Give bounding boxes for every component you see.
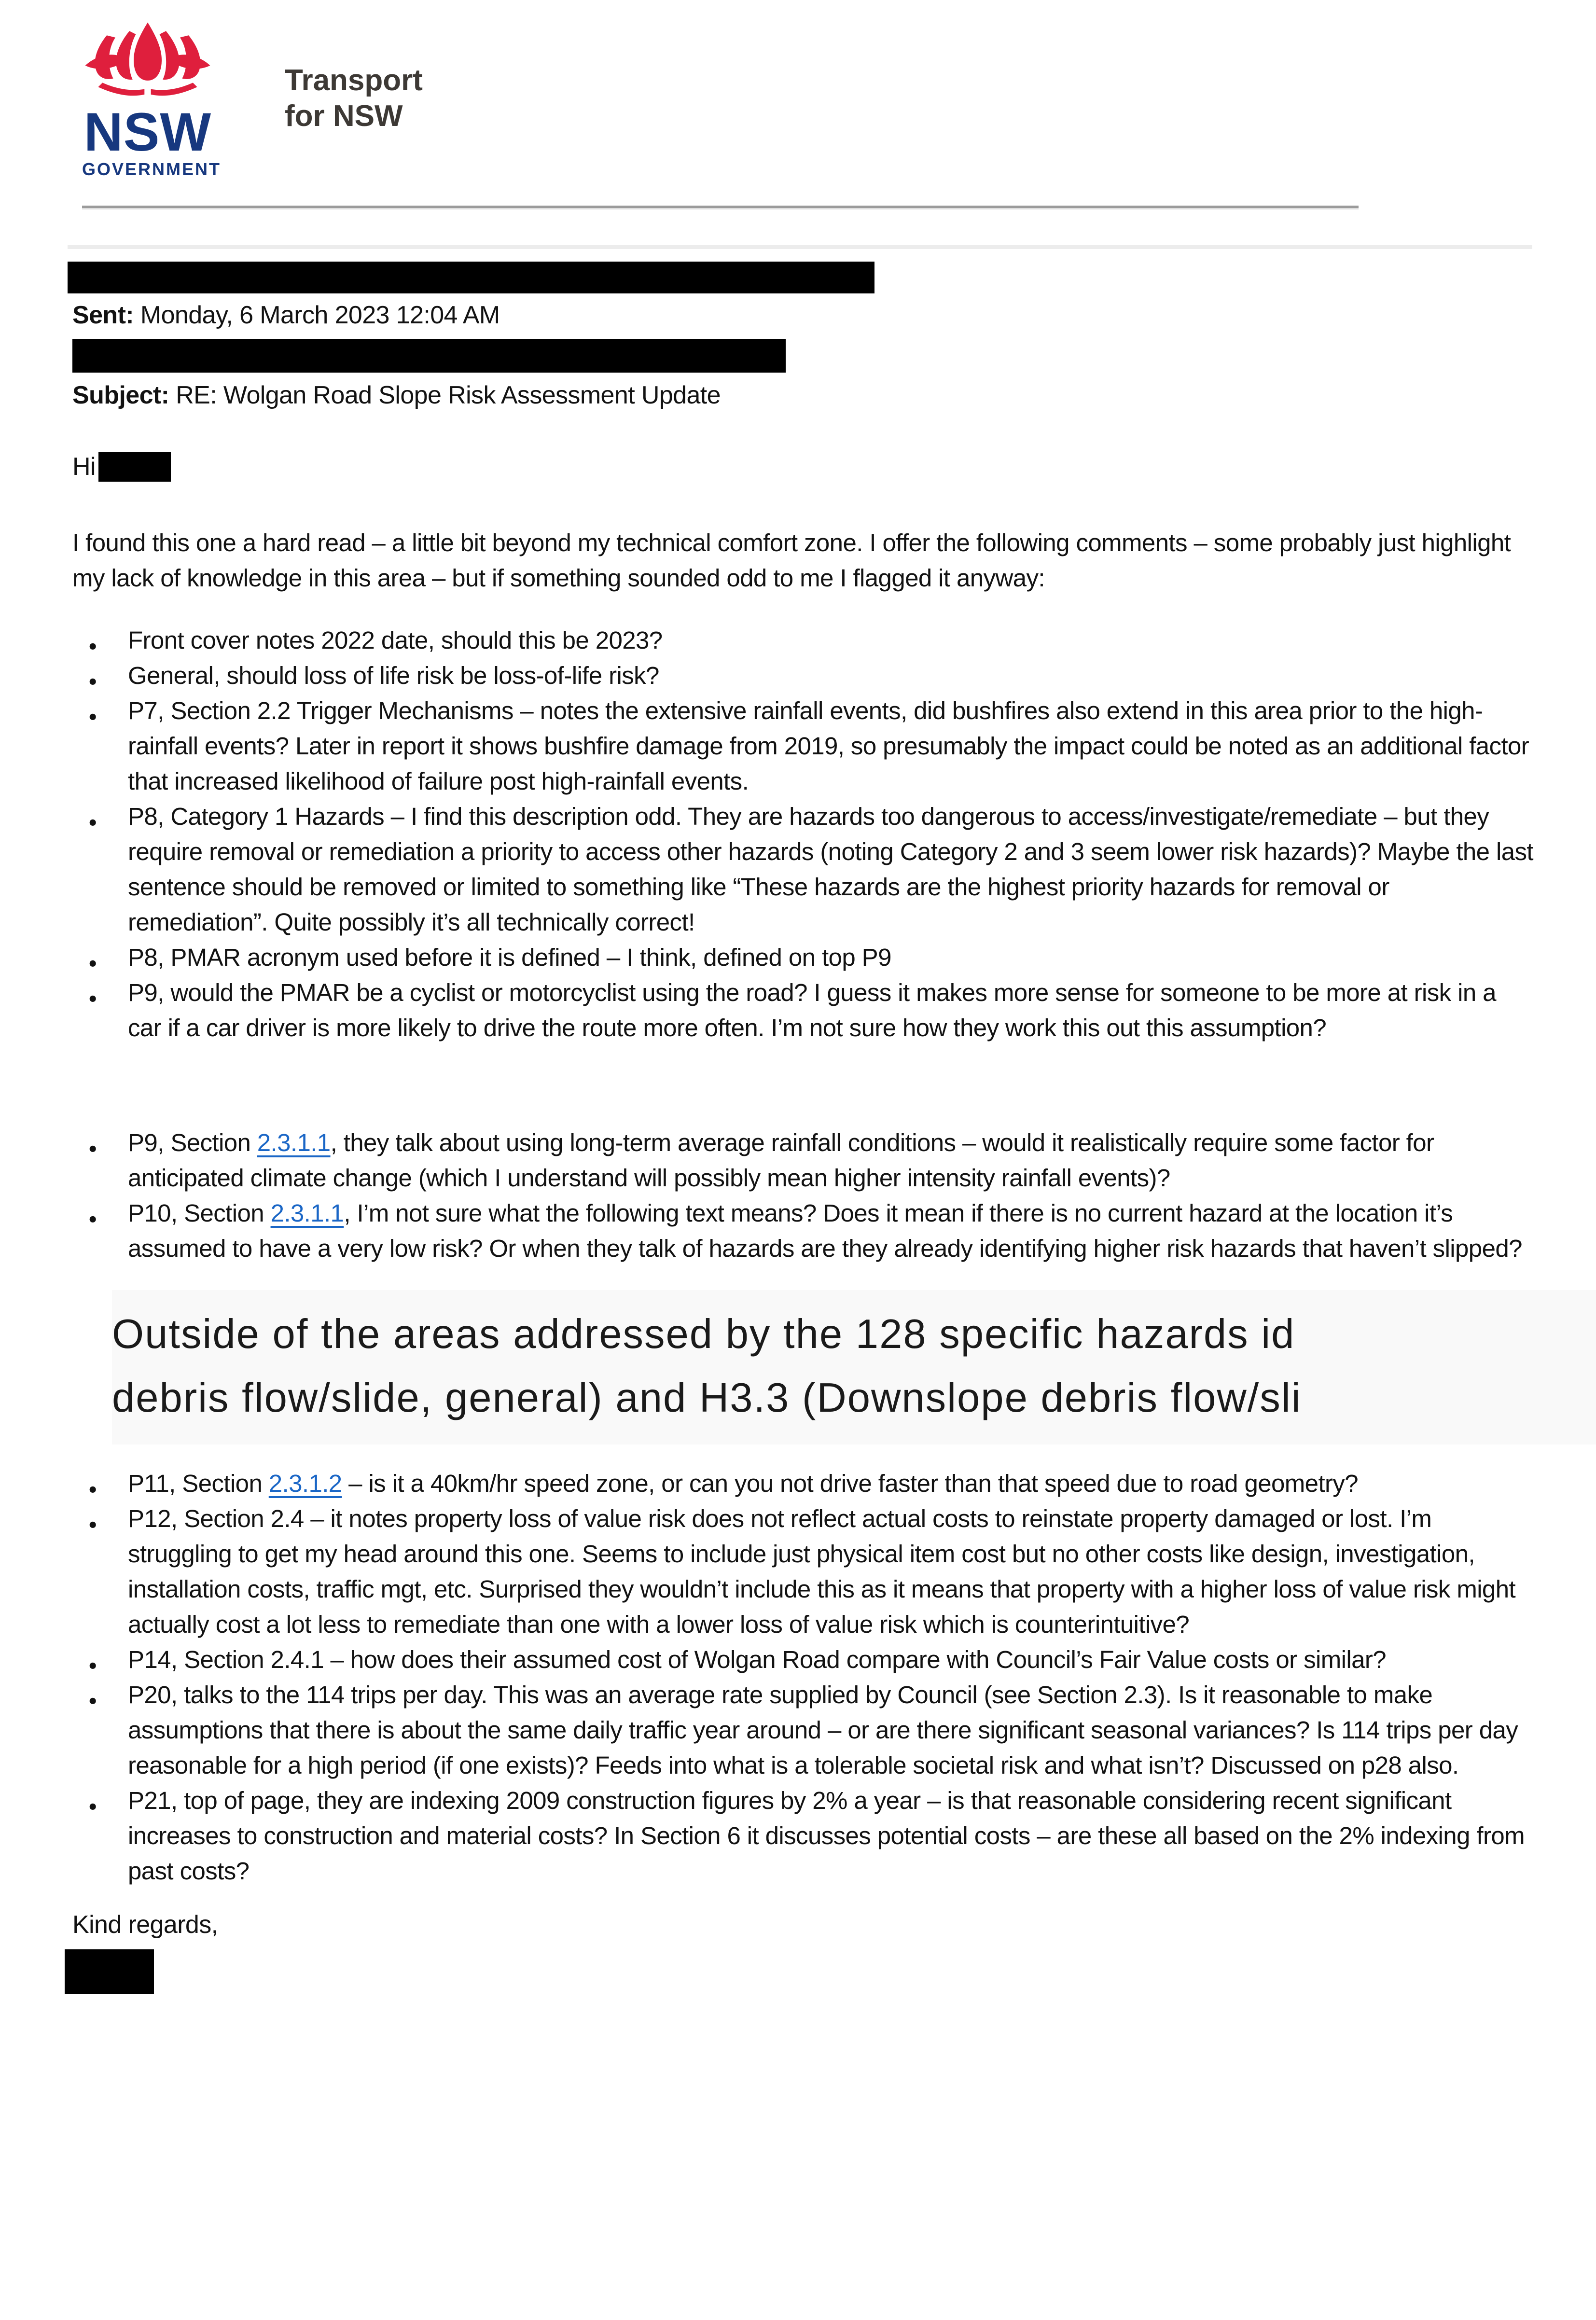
embedded-report-image: [112, 1290, 1596, 1445]
brand-line-2: for NSW: [285, 99, 403, 133]
list-item: [72, 1642, 1533, 1677]
nsw-government-logo: [82, 20, 222, 180]
list-item: [72, 799, 1533, 940]
bullet-text: – is it a 40km/hr speed zone, or can you not drive faster than that speed due to road geometry?: [342, 1470, 1359, 1497]
bullet-text: P10, Section: [128, 1199, 271, 1227]
sent-label: Sent:: [72, 301, 134, 329]
bullet-text: P8, Category 1 Hazards – I find this description odd. They are hazards too dangerous to access/investigate/remediate – but they require removal or remediation a priority to access other hazards (noting Category 2 and 3 seem lower risk hazards)? Maybe the last sentence should be removed or limited to something like “These hazards are the highest priority hazards for removal or remediation”. Quite possibly it’s all technically correct!: [128, 803, 1533, 936]
list-item: [72, 693, 1533, 799]
list-item: [72, 1466, 1533, 1501]
waratah-icon: [82, 20, 213, 104]
comment-list: [72, 623, 1533, 1266]
list-item: [72, 975, 1533, 1045]
bullet-text: , they talk about using long-term average rainfall conditions – would it realistically require some factor for anticipated climate change (which I understand will possibly mean higher intensity rainfall events)?: [128, 1129, 1434, 1192]
quoted-email-divider: [68, 245, 1532, 249]
bullet-text: , I’m not sure what the following text means? Does it mean if there is no current hazard at the location it’s assumed to have a very low risk? Or when they talk of hazards are they already identifying higher risk hazards that haven’t slipped?: [128, 1199, 1522, 1262]
list-item: [72, 940, 1533, 975]
bullet-text: P12, Section 2.4 – it notes property loss of value risk does not reflect actual costs to reinstate property damaged or lost. I’m struggling to get my head around this one. Seems to include just physical item cost but no other costs like design, investigation, installation costs, traffic mgt, etc. Surprised they wouldn’t include this as it means that property with a higher loss of value risk might actually cost a lot less to remediate than one with a lower loss of value risk which is counterintuitive?: [128, 1505, 1516, 1638]
redaction-bar-to: [72, 339, 786, 373]
bullet-text: P9, would the PMAR be a cyclist or motorcyclist using the road? I guess it makes more sense for someone to be more at risk in a car if a car driver is more likely to drive the route more often. I’m not sure how they work this out this assumption?: [128, 979, 1496, 1042]
list-item: [72, 1501, 1533, 1642]
section-link-2312[interactable]: 2.3.1.2: [268, 1470, 342, 1497]
closing-line: Kind regards,: [72, 1911, 218, 1939]
greeting-text: Hi: [72, 453, 96, 481]
brand-title: [285, 20, 423, 134]
section-link-2311[interactable]: 2.3.1.1: [257, 1129, 331, 1156]
list-item: [72, 1195, 1533, 1266]
bullet-text: P7, Section 2.2 Trigger Mechanisms – notes the extensive rainfall events, did bushfires also extend in this area prior to the high-rainfall events? Later in report it shows bushfire damage from 2019, so presumably the impact could be noted as an additional factor that increased likelihood of failure post high-rainfall events.: [128, 697, 1529, 795]
list-item: [72, 658, 1533, 693]
list-item: [72, 623, 1533, 658]
letterhead: [0, 0, 1596, 180]
redaction-bar-from: [68, 262, 874, 293]
list-item: [72, 1783, 1533, 1889]
bullet-text: P20, talks to the 114 trips per day. This was an average rate supplied by Council (see Section 2.3). Is it reasonable to make assumptions that there is about the same daily traffic year around – or are there significant seasonal variances? Is 114 trips per day reasonable for a high period (if one exists)? Feeds into what is a tolerable societal risk and what isn’t? Discussed on p28 also.: [128, 1681, 1518, 1779]
brand-line-1: Transport: [285, 64, 423, 97]
report-quote-line-2: debris flow/slide, general) and H3.3 (Downslope debris flow/sli: [112, 1375, 1302, 1421]
bullet-text: P14, Section 2.4.1 – how does their assumed cost of Wolgan Road compare with Council’s Fair Value costs or similar?: [128, 1646, 1386, 1673]
intro-paragraph: I found this one a hard read – a little bit beyond my technical comfort zone. I offer the following comments – some probably just highlight my lack of knowledge in this area – but if something sounded odd to me I flagged it anyway:: [72, 529, 1511, 592]
sent-line: [72, 300, 1596, 330]
bullet-text: P8, PMAR acronym used before it is defined – I think, defined on top P9: [128, 944, 891, 971]
bullet-text: P9, Section: [128, 1129, 257, 1156]
list-item: [72, 1125, 1533, 1195]
government-wordmark: GOVERNMENT: [82, 159, 222, 179]
bullet-text: P11, Section: [128, 1470, 269, 1497]
sent-value: Monday, 6 March 2023 12:04 AM: [134, 301, 500, 329]
subject-label: Subject:: [72, 381, 169, 409]
nsw-wordmark: NSW: [83, 102, 212, 162]
bullet-text: P21, top of page, they are indexing 2009 construction figures by 2% a year – is that reasonable considering recent significant increases to construction and material costs? In Section 6 it discusses potential costs – are these all based on the 2% indexing from past costs?: [128, 1787, 1525, 1885]
redaction-box-signature: [65, 1949, 154, 1994]
report-quote-line-1: Outside of the areas addressed by the 128 specific hazards id: [112, 1311, 1295, 1357]
list-item: [72, 1677, 1533, 1783]
section-link-2311b[interactable]: 2.3.1.1: [270, 1199, 344, 1227]
comment-list-continued: [72, 1466, 1533, 1889]
subject-value: RE: Wolgan Road Slope Risk Assessment Update: [169, 381, 721, 409]
greeting-line: [72, 452, 1596, 482]
bullet-text: General, should loss of life risk be loss-of-life risk?: [128, 662, 659, 689]
letterhead-divider: [82, 206, 1359, 209]
bullet-text: Front cover notes 2022 date, should this be 2023?: [128, 626, 663, 654]
redaction-box-name: [98, 452, 171, 482]
subject-line: [72, 380, 1596, 410]
